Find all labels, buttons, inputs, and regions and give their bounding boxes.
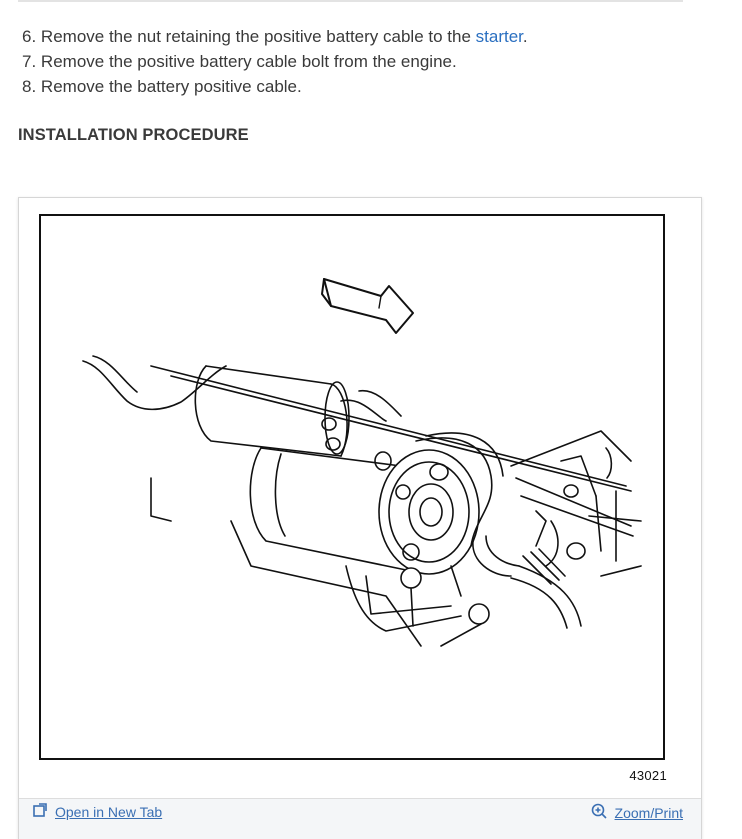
top-divider bbox=[18, 0, 683, 2]
zoom-print-link[interactable] bbox=[591, 803, 683, 822]
step-6 bbox=[22, 24, 528, 49]
step-text: Remove the positive battery cable bolt from the engine. bbox=[40, 52, 457, 71]
step-text-end: . bbox=[522, 27, 528, 46]
starter-link[interactable]: starter bbox=[475, 27, 523, 46]
step-text: Remove the nut retaining the positive battery cable to the bbox=[40, 27, 476, 46]
step-number: 6. bbox=[22, 27, 37, 46]
step-number: 7. bbox=[22, 52, 37, 71]
section-heading: INSTALLATION PROCEDURE bbox=[18, 126, 249, 144]
step-text: Remove the battery positive cable. bbox=[40, 77, 302, 96]
new-tab-icon bbox=[33, 803, 47, 820]
starter-motor-illustration bbox=[41, 216, 663, 758]
step-7 bbox=[22, 49, 528, 74]
procedure-steps bbox=[22, 24, 528, 99]
zoom-icon bbox=[591, 803, 607, 822]
figure-number: 43021 bbox=[629, 768, 667, 783]
zoom-print-label: Zoom/Print bbox=[614, 804, 683, 821]
figure-frame bbox=[39, 214, 665, 760]
step-8 bbox=[22, 74, 528, 99]
figure-card bbox=[18, 197, 702, 839]
open-in-new-tab-label: Open in New Tab bbox=[55, 803, 163, 820]
figure-footer bbox=[19, 798, 701, 839]
open-in-new-tab-link[interactable] bbox=[33, 803, 162, 820]
step-number: 8. bbox=[22, 77, 37, 96]
